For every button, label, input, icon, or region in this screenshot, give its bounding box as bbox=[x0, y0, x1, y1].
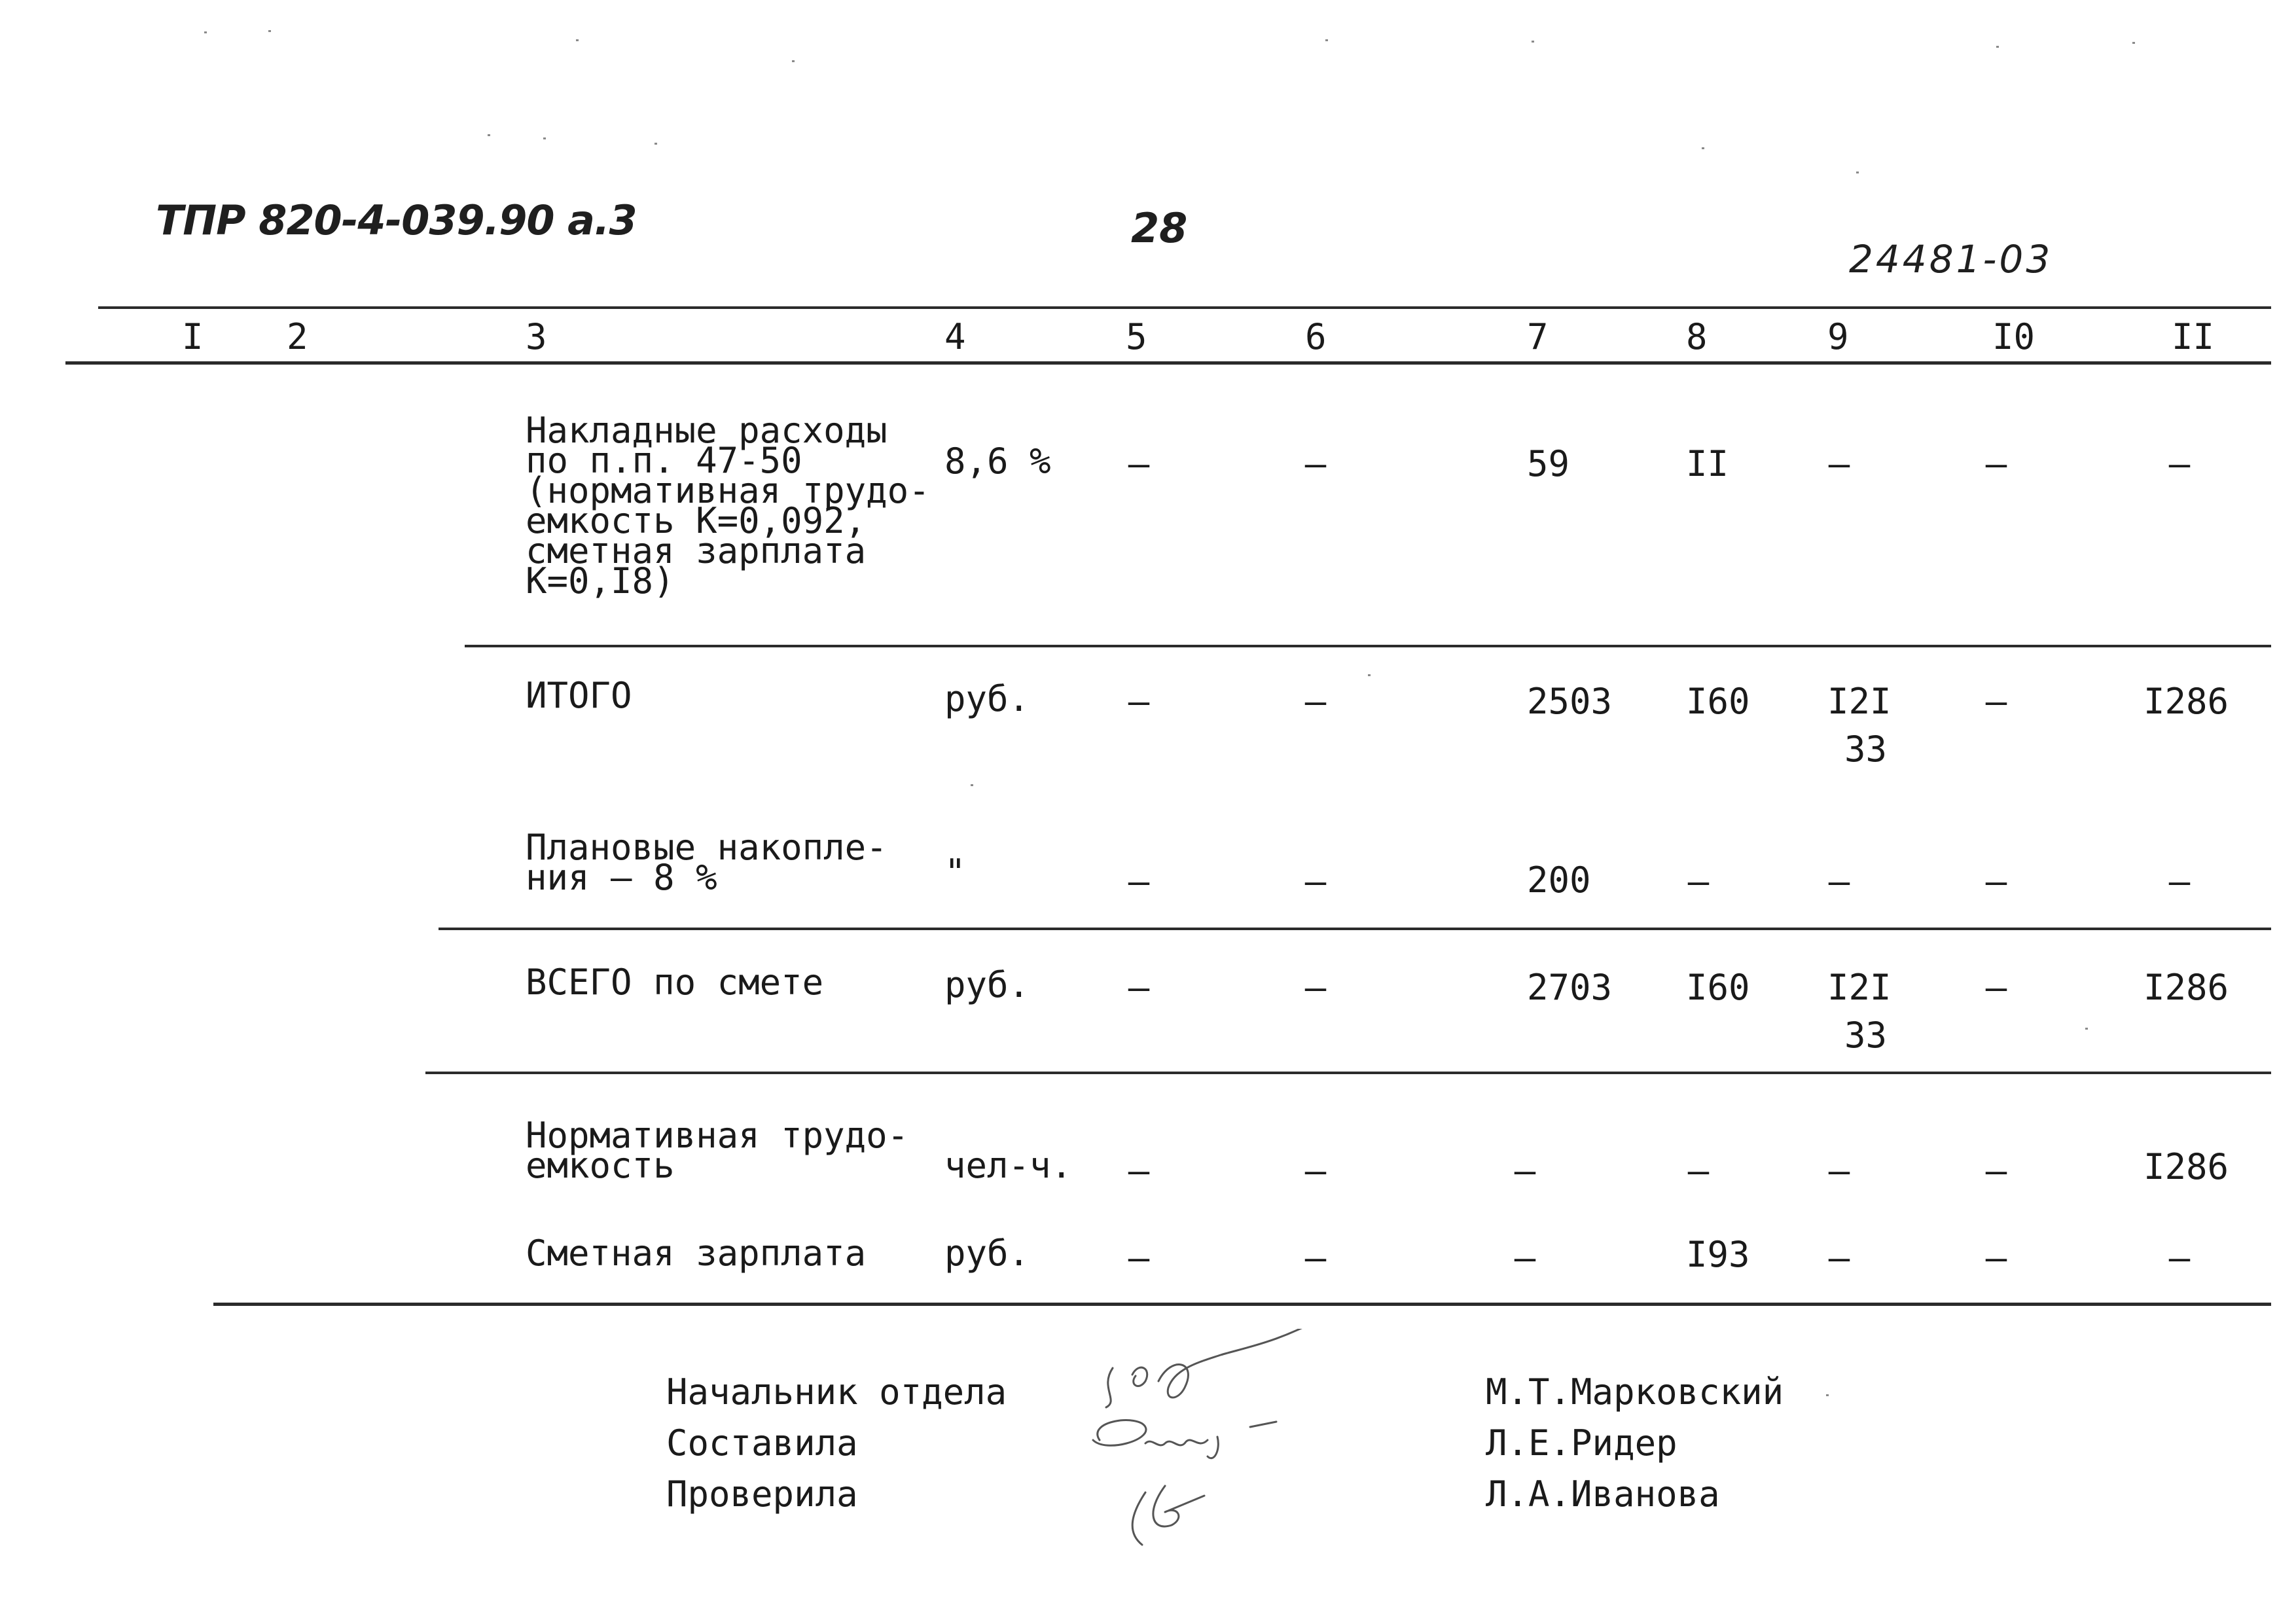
row-unit: руб. bbox=[944, 964, 1030, 1005]
row-unit: чел-ч. bbox=[944, 1145, 1073, 1186]
row-divider bbox=[465, 645, 2271, 647]
scan-speck bbox=[543, 137, 546, 139]
cell-col10: – bbox=[1985, 1237, 2007, 1278]
row-name: ИТОГО bbox=[526, 675, 632, 716]
row-divider bbox=[425, 1072, 2271, 1074]
cell-col7: – bbox=[1514, 1237, 1536, 1278]
scan-speck bbox=[1325, 39, 1328, 41]
scan-speck bbox=[204, 31, 207, 33]
cell-col7: 2503 bbox=[1527, 681, 1613, 722]
cell-col6: – bbox=[1304, 1237, 1327, 1278]
scan-speck bbox=[655, 143, 657, 145]
table-bottom-rule bbox=[213, 1303, 2271, 1306]
cell-col9: – bbox=[1828, 443, 1850, 484]
row-name: Плановые накопле- ния – 8 % bbox=[526, 827, 888, 898]
row-unit: " bbox=[944, 852, 966, 893]
cell-col9: – bbox=[1828, 861, 1850, 902]
cell-col6: – bbox=[1304, 1150, 1327, 1191]
row-name: Нормативная трудо- емкость bbox=[526, 1115, 909, 1186]
signer-name: М.Т.Марковский bbox=[1486, 1371, 1784, 1413]
scan-speck bbox=[1856, 171, 1859, 173]
column-number: 5 bbox=[1126, 316, 1147, 357]
cell-col10: – bbox=[1985, 1150, 2007, 1191]
cell-col8: I93 bbox=[1686, 1234, 1750, 1275]
cell-col6: – bbox=[1304, 681, 1327, 722]
cell-col5: – bbox=[1128, 1150, 1150, 1191]
cell-col9: – bbox=[1828, 1237, 1850, 1278]
scan-speck bbox=[268, 30, 271, 32]
column-number: 8 bbox=[1686, 316, 1708, 357]
signature-role: Начальник отдела bbox=[666, 1371, 1007, 1413]
scan-speck bbox=[792, 60, 795, 62]
sheet-code: 24481-03 bbox=[1849, 237, 2053, 281]
cell-col9: I2I bbox=[1827, 681, 1892, 722]
cell-col5: – bbox=[1128, 967, 1150, 1008]
handwritten-signatures-icon bbox=[1073, 1329, 1492, 1564]
row-name: Накладные расходы по п.п. 47-50 (нормативная трудо- емкость К=0,092, сметная зарплата К=0,I8) bbox=[526, 410, 930, 602]
scan-speck bbox=[576, 39, 579, 41]
column-number: II bbox=[2172, 316, 2215, 357]
cell-col10: – bbox=[1985, 967, 2007, 1008]
column-number: I bbox=[182, 316, 204, 357]
scan-speck bbox=[1826, 1394, 1829, 1396]
column-number: 9 bbox=[1827, 316, 1849, 357]
column-number: I0 bbox=[1992, 316, 2036, 357]
cell-col11: I286 bbox=[2144, 1146, 2229, 1187]
cell-col5: – bbox=[1128, 1237, 1150, 1278]
column-number: 4 bbox=[944, 316, 966, 357]
scan-speck bbox=[1702, 147, 1704, 149]
signature-role: Составила bbox=[666, 1422, 858, 1464]
row-name: Сметная зарплата bbox=[526, 1233, 867, 1274]
column-number: 3 bbox=[526, 316, 547, 357]
cell-col9: I2I bbox=[1827, 967, 1892, 1008]
cell-col11: I286 bbox=[2144, 967, 2229, 1008]
cell-col7: 200 bbox=[1527, 859, 1591, 901]
row-unit: 8,6 % bbox=[944, 441, 1051, 482]
header-bottom-rule bbox=[65, 361, 2271, 365]
signature-role: Проверила bbox=[666, 1473, 858, 1515]
scan-speck bbox=[2132, 42, 2135, 44]
page-number: 28 bbox=[1131, 204, 1188, 252]
cell-col5: – bbox=[1128, 861, 1150, 902]
cell-col10: – bbox=[1985, 443, 2007, 484]
cell-col8: I60 bbox=[1686, 681, 1750, 722]
cell-col9-second-line: 33 bbox=[1844, 729, 1888, 770]
cell-col8: I60 bbox=[1686, 967, 1750, 1008]
scan-speck bbox=[971, 784, 973, 786]
column-number: 7 bbox=[1527, 316, 1549, 357]
document-code: ТПР 820-4-039.90 а.3 bbox=[156, 196, 637, 244]
cell-col8: II bbox=[1686, 443, 1729, 484]
cell-col5: – bbox=[1128, 443, 1150, 484]
cell-col8: – bbox=[1687, 861, 1710, 902]
cell-col7: – bbox=[1514, 1150, 1536, 1191]
row-unit: руб. bbox=[944, 678, 1030, 719]
row-unit: руб. bbox=[944, 1233, 1030, 1274]
scan-speck bbox=[1532, 41, 1534, 43]
scan-speck bbox=[1368, 674, 1371, 676]
cell-col7: 2703 bbox=[1527, 967, 1613, 1008]
cell-col9: – bbox=[1828, 1150, 1850, 1191]
scan-speck bbox=[2085, 1028, 2088, 1030]
cell-col10: – bbox=[1985, 861, 2007, 902]
cell-col8: – bbox=[1687, 1150, 1710, 1191]
cell-col11: – bbox=[2168, 861, 2191, 902]
cell-col11: I286 bbox=[2144, 681, 2229, 722]
row-divider bbox=[439, 928, 2271, 930]
cell-col6: – bbox=[1304, 967, 1327, 1008]
signer-name: Л.Е.Ридер bbox=[1486, 1422, 1677, 1464]
cell-col11: – bbox=[2168, 1237, 2191, 1278]
cell-col6: – bbox=[1304, 861, 1327, 902]
cell-col7: 59 bbox=[1527, 443, 1570, 484]
cell-col11: – bbox=[2168, 443, 2191, 484]
column-number: 2 bbox=[287, 316, 308, 357]
signer-name: Л.А.Иванова bbox=[1486, 1473, 1720, 1515]
cell-col6: – bbox=[1304, 443, 1327, 484]
column-number: 6 bbox=[1305, 316, 1327, 357]
scan-speck bbox=[488, 134, 490, 136]
cell-col9-second-line: 33 bbox=[1844, 1015, 1888, 1056]
cell-col10: – bbox=[1985, 681, 2007, 722]
header-top-rule bbox=[98, 306, 2271, 309]
scan-speck bbox=[1996, 46, 1999, 48]
row-name: ВСЕГО по смете bbox=[526, 962, 824, 1003]
cell-col5: – bbox=[1128, 681, 1150, 722]
